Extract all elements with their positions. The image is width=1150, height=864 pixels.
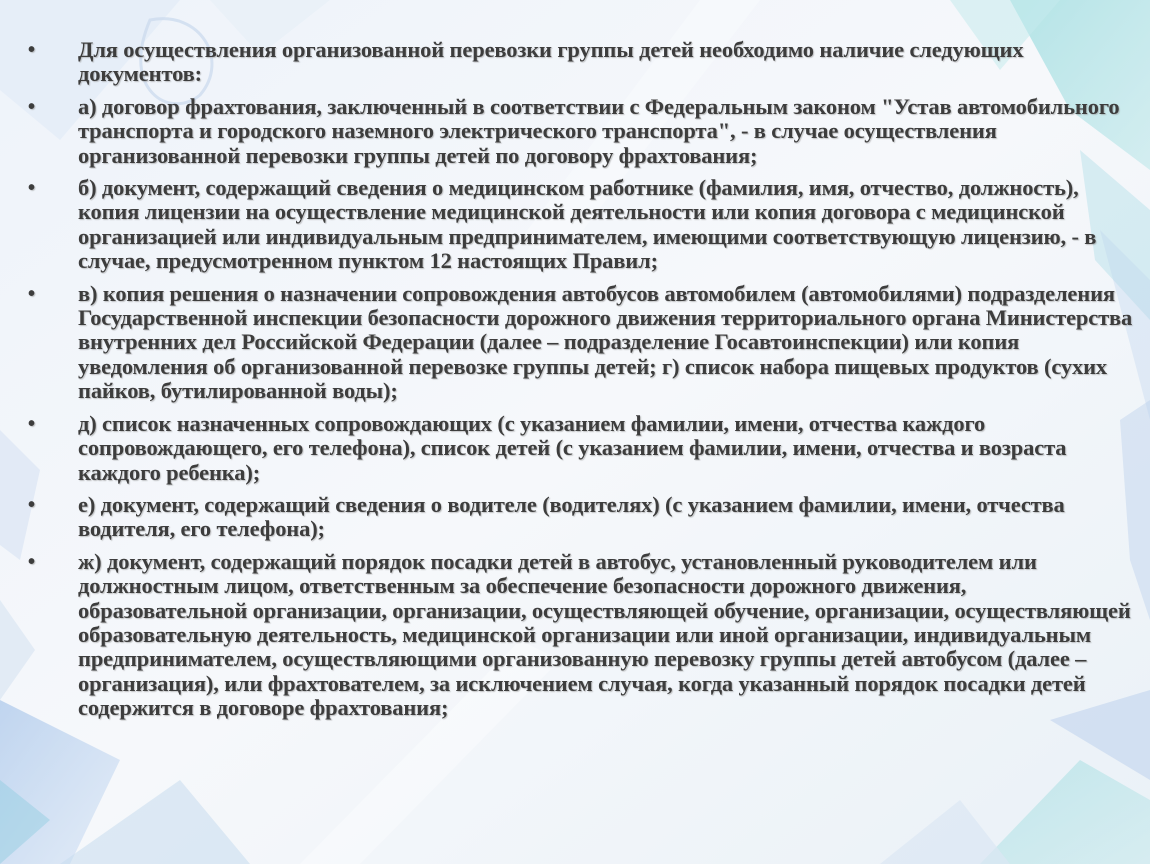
bullet-dot: •: [28, 550, 35, 573]
bullet-text: ж) документ, содержащий порядок посадки детей в автобус, установленный руководителем или должностным лицом, ответственным за обеспечение безопасности дорожного движения, образовательной организации, организации, осуществляющей обучение, организации, осуществляющей образовательную деятельность, медицинской организации или иной организации, индивидуальным предпринимателем, осуществляющими организованную перевозку группы детей автобусом (далее – организация), или фрахтователем, за исключением случая, когда указанный порядок посадки детей содержится в договоре фрахтования;: [78, 548, 1131, 721]
bullet-item-d: [28, 412, 1133, 485]
bullet-list: [28, 38, 1133, 721]
bullet-dot: •: [28, 95, 35, 118]
bullet-text: д) список назначенных сопровождающих (с указанием фамилии, имени, отчества каждого сопровождающего, его телефона), список детей (с указанием фамилии, имени, отчества и возраста каждого ребенка);: [78, 410, 1067, 485]
bullet-text: а) договор фрахтования, заключенный в соответствии с Федеральным законом "Устав автомобильного транспорта и городского наземного электрического транспорта", - в случае осуществления организованной перевозки группы детей по договору фрахтования;: [78, 93, 1120, 168]
bullet-dot: •: [28, 177, 35, 200]
bullet-dot: •: [28, 412, 35, 435]
bullet-item-b: [28, 176, 1133, 274]
bullet-text: б) документ, содержащий сведения о медицинском работнике (фамилия, имя, отчество, должность), копия лицензии на осуществление медицинской деятельности или копия договора с медицинской организацией или индивидуальным предпринимателем, имеющими соответствующую лицензию, - в случае, предусмотренном пунктом 12 настоящих Правил;: [78, 175, 1097, 274]
bullet-text: е) документ, содержащий сведения о водителе (водителях) (с указанием фамилии, имени, отчества водителя, его телефона);: [78, 491, 1065, 542]
bullet-text: Для осуществления организованной перевозки группы детей необходимо наличие следующих документов:: [78, 37, 1024, 87]
bullet-item-e: [28, 493, 1133, 542]
bullet-item-v: [28, 282, 1133, 404]
bullet-item-zh: [28, 550, 1133, 721]
bullet-dot: •: [28, 282, 35, 305]
bullet-item-a: [28, 95, 1133, 168]
bullet-dot: •: [28, 39, 35, 61]
bullet-text: в) копия решения о назначении сопровождения автобусов автомобилем (автомобилями) подразделения Государственной инспекции безопасности дорожного движения территориального органа Министерства внутренних дел Российской Федерации (далее – подразделение Госавтоинспекции) или копия уведомления об организованной перевозке группы детей; г) список набора пищевых продуктов (сухих пайков, бутилированной воды);: [78, 280, 1133, 404]
bullet-dot: •: [28, 493, 35, 516]
bullet-item-intro: [28, 38, 1133, 87]
slide-content: [28, 38, 1133, 729]
